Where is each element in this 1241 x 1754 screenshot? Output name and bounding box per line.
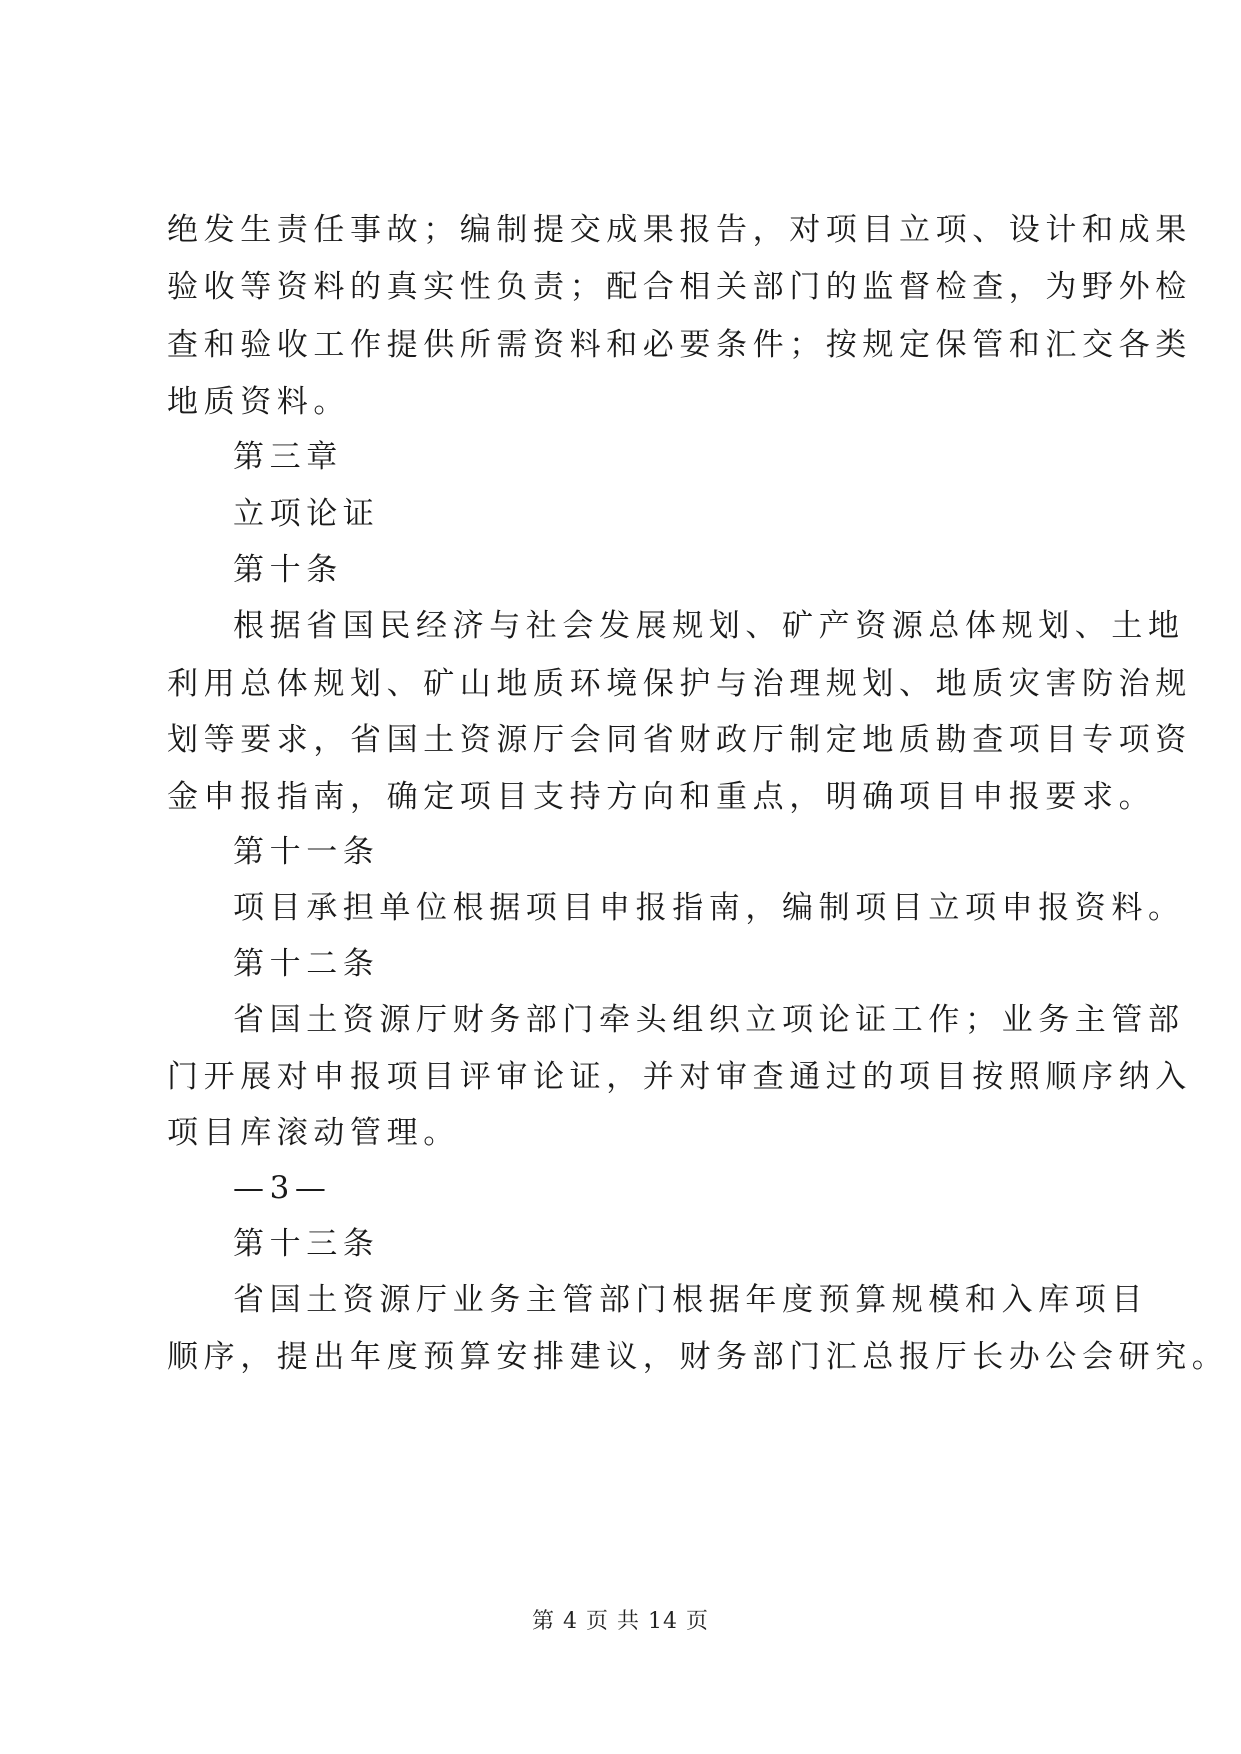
chapter-title: 立项论证 [233,496,380,532]
body-text-line: 验收等资料的真实性负责；配合相关部门的监督检查，为野外检 [167,269,1192,305]
page-footer: 第 4 页 共 14 页 [532,1609,709,1634]
article-heading: 第十一条 [233,834,380,870]
body-text-line: 省国土资源厅业务主管部门根据年度预算规模和入库项目 [233,1282,1148,1318]
inline-page-number: —3— [233,1170,332,1206]
chapter-heading: 第三章 [233,439,343,475]
body-text-line: 地质资料。 [167,384,350,420]
body-text-line: 绝发生责任事故；编制提交成果报告，对项目立项、设计和成果 [167,212,1192,248]
body-text-line: 根据省国民经济与社会发展规划、矿产资源总体规划、土地 [233,608,1185,644]
body-text-line: 金申报指南，确定项目支持方向和重点，明确项目申报要求。 [167,779,1156,815]
article-heading: 第十二条 [233,946,380,982]
body-text-line: 顺序，提出年度预算安排建议，财务部门汇总报厅长办公会研究。 [167,1339,1229,1375]
body-text-line: 项目承担单位根据项目申报指南，编制项目立项申报资料。 [233,890,1185,926]
body-text-line: 门开展对申报项目评审论证，并对审查通过的项目按照顺序纳入 [167,1059,1192,1095]
body-text-line: 划等要求，省国土资源厅会同省财政厅制定地质勘查项目专项资 [167,722,1192,758]
body-text-line: 查和验收工作提供所需资料和必要条件；按规定保管和汇交各类 [167,327,1192,363]
article-heading: 第十条 [233,552,343,588]
body-text-line: 利用总体规划、矿山地质环境保护与治理规划、地质灾害防治规 [167,666,1192,702]
body-text-line: 省国土资源厅财务部门牵头组织立项论证工作；业务主管部 [233,1002,1185,1038]
body-text-line: 项目库滚动管理。 [167,1115,460,1151]
article-heading: 第十三条 [233,1226,380,1262]
